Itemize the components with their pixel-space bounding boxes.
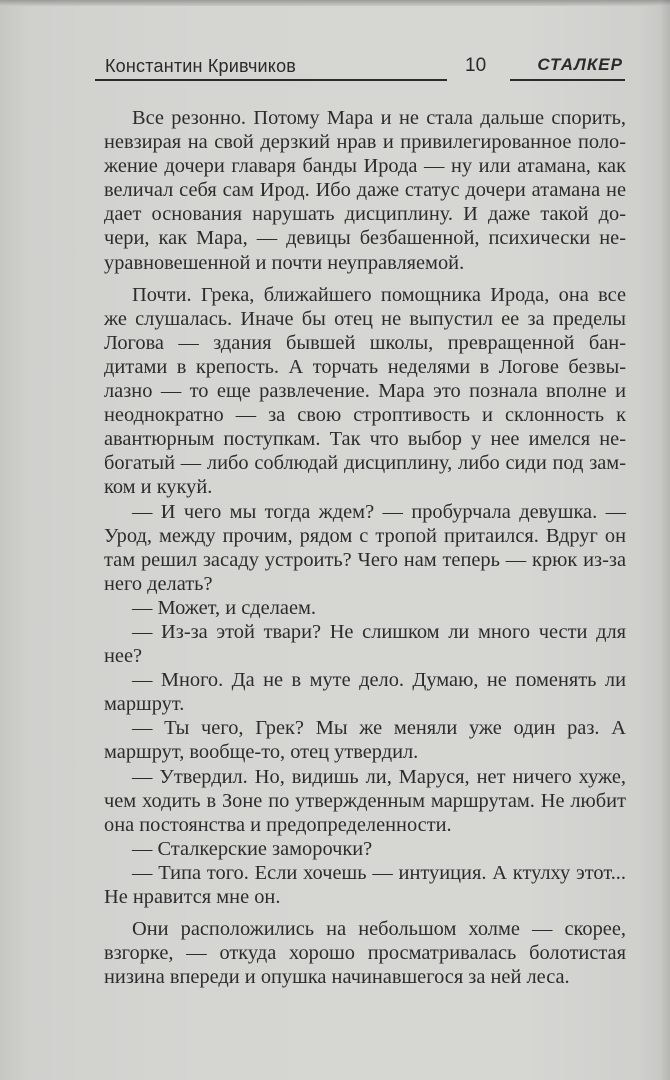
dialogue-line: — Сталкерские заморочки? xyxy=(132,837,373,860)
dialogue-line: — Много. Да не в муте дело. Думаю, не поменять ли маршрут. xyxy=(104,669,626,716)
dialogue-line: — Утвердил. Но, видишь ли, Маруся, нет ничего хуже, чем ходить в Зоне по утвержденным маршрутам. Не любит она постоянства и предопределенности. xyxy=(104,765,626,836)
header-series: СТАЛКЕР xyxy=(537,55,623,74)
running-header xyxy=(95,52,625,82)
header-author: Константин Кривчиков xyxy=(105,56,297,76)
page-number: 10 xyxy=(465,55,487,76)
header-rule-right xyxy=(510,79,625,81)
page-top-edge xyxy=(0,0,670,6)
body-text xyxy=(104,106,626,989)
paragraph: Почти. Грека, ближайшего помощника Ирода, она все же слушалась. Иначе бы отец не выпустил ее за пределы Логова — здания бывшей школы, превращенной бандитами в крепость. А торчать неделями в Логове безвылазно — то еще развлечение. Мара это познала вполне и неоднократно — за свою строптивость и склонность к авантюрным поступкам. Так что выбор у нее имелся небогатый — либо соблюдай дисциплину, либо сиди под замком и кукуй. xyxy=(104,283,626,499)
dialogue-line: — Ты чего, Грек? Мы же меняли уже один раз. А маршрут, вообще-то, отец утвердил. xyxy=(104,717,626,764)
paragraph: Они расположились на небольшом холме — скорее, взгорке, — откуда хорошо просматривалась болотистая низина впереди и опушка начинавшегося за ней леса. xyxy=(104,918,626,989)
dialogue-line: — Может, и сделаем. xyxy=(132,596,317,619)
dialogue-line: — Из-за этой твари? Не слишком ли много чести для нее? xyxy=(104,620,626,668)
dialogue-line: — И чего мы тогда ждем? — пробурчала девушка. — Урод, между прочим, рядом с тропой притаился. Вдруг он там решил засаду устроить? Чего нам теперь — крюк из-за него делать? xyxy=(104,500,626,595)
header-rule-left xyxy=(95,79,447,81)
page-edge-shadow xyxy=(660,0,670,1080)
paragraph: Все резонно. Потому Мара и не стала дальше спорить, невзирая на свой дерзкий нрав и привилегированное положение дочери главаря банды Ирода — ну или атамана, как величал себя сам Ирод. Ибо даже статус дочери атамана не дает основания нарушать дисциплину. И даже такой дочери, как Мара, — девицы безбашенной, психически неуравновешенной и почти неуправляемой. xyxy=(104,107,626,274)
dialogue-line: — Типа того. Если хочешь — интуиция. А ктулху этот... Не нравится мне он. xyxy=(104,861,626,908)
